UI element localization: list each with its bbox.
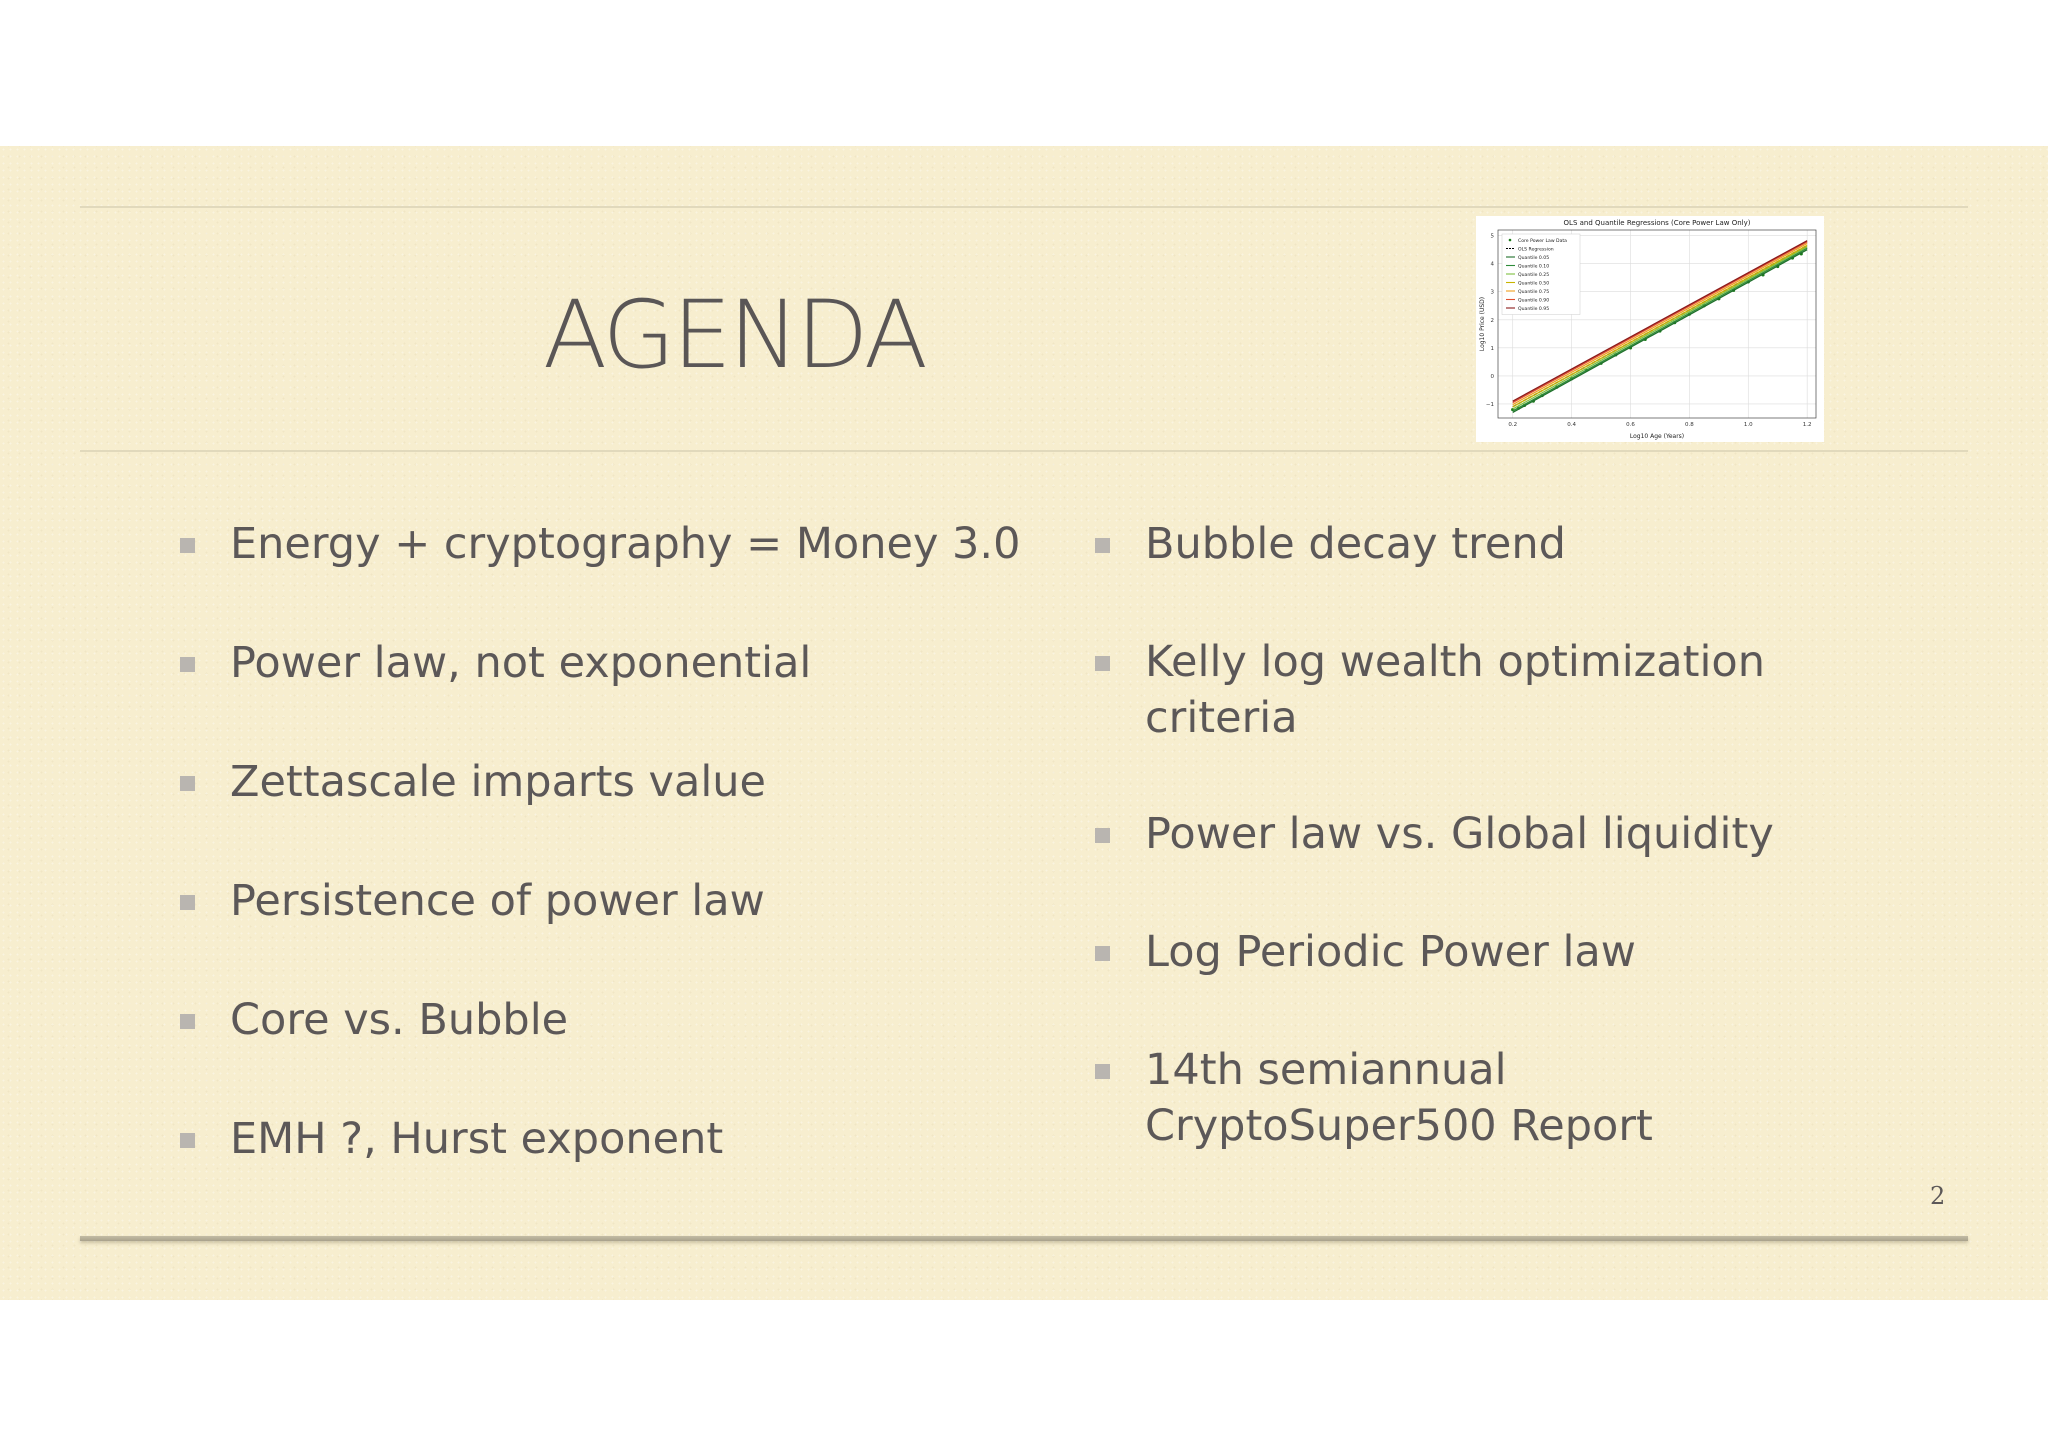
bullet-square-icon — [180, 895, 195, 910]
title-divider — [80, 450, 1968, 452]
y-tick-label: 3 — [1490, 289, 1494, 296]
agenda-item: Zettascale imparts value — [180, 754, 1040, 810]
agenda-item: Persistence of power law — [180, 873, 1040, 929]
x-tick-label: 0.6 — [1626, 422, 1635, 428]
y-tick-label: 0 — [1490, 373, 1494, 380]
agenda-item: 14th semiannual CryptoSuper500 Report — [1095, 1042, 1855, 1154]
agenda-left-list — [180, 516, 1040, 1230]
legend-label: Quantile 0.10 — [1518, 264, 1550, 270]
regression-chart-svg — [1476, 216, 1824, 442]
slide-title: AGENDA — [542, 281, 926, 390]
bullet-square-icon — [1095, 656, 1110, 671]
agenda-item: Power law vs. Global liquidity — [1095, 806, 1855, 862]
top-divider — [80, 206, 1968, 208]
x-tick-label: 0.8 — [1685, 422, 1694, 428]
legend-label: Quantile 0.05 — [1518, 256, 1550, 261]
agenda-item: Kelly log wealth optimization criteria — [1095, 634, 1855, 746]
legend-label: Quantile 0.25 — [1518, 273, 1550, 278]
x-tick-label: 0.2 — [1508, 422, 1518, 428]
agenda-item: Core vs. Bubble — [180, 992, 1040, 1048]
agenda-item: Bubble decay trend — [1095, 516, 1855, 572]
legend-label: Quantile 0.75 — [1518, 290, 1550, 295]
bullet-square-icon — [1095, 828, 1110, 843]
regression-chart — [1476, 216, 1824, 442]
bottom-divider — [80, 1236, 1968, 1241]
page-number: 2 — [1930, 1182, 1946, 1210]
legend-label: OLS Regression — [1518, 247, 1554, 253]
x-tick-label: 1.2 — [1802, 422, 1812, 428]
agenda-item: Power law, not exponential — [180, 635, 1040, 691]
x-axis-label: Log10 Age (Years) — [1629, 433, 1685, 440]
slide — [0, 146, 2048, 1300]
x-tick-label: 0.4 — [1567, 422, 1576, 428]
y-tick-label: 5 — [1490, 233, 1494, 240]
bullet-square-icon — [180, 538, 195, 553]
legend-label: Core Power Law Data — [1518, 239, 1568, 244]
y-tick-label: −1 — [1485, 401, 1494, 408]
agenda-right-list — [1095, 516, 1855, 1214]
legend-label: Quantile 0.95 — [1518, 307, 1550, 312]
bullet-square-icon — [1095, 1064, 1110, 1079]
bullet-square-icon — [1095, 946, 1110, 961]
agenda-item: Energy + cryptography = Money 3.0 — [180, 516, 1040, 572]
bullet-square-icon — [180, 657, 195, 672]
agenda-item: EMH ?, Hurst exponent — [180, 1111, 1040, 1167]
agenda-item: Log Periodic Power law — [1095, 924, 1855, 980]
legend-label: Quantile 0.50 — [1518, 281, 1550, 287]
y-tick-label: 4 — [1490, 261, 1494, 268]
y-tick-label: 1 — [1490, 345, 1494, 352]
bullet-square-icon — [180, 1133, 195, 1148]
x-tick-label: 1.0 — [1743, 422, 1753, 428]
legend-label: Quantile 0.90 — [1518, 298, 1550, 304]
bullet-square-icon — [180, 776, 195, 791]
y-tick-label: 2 — [1490, 317, 1494, 324]
legend-marker — [1509, 239, 1512, 242]
y-axis-label: Log10 Price (USD) — [1479, 296, 1486, 352]
bullet-square-icon — [1095, 538, 1110, 553]
bullet-square-icon — [180, 1014, 195, 1029]
chart-title: OLS and Quantile Regressions (Core Power Law Only) — [1563, 219, 1751, 227]
